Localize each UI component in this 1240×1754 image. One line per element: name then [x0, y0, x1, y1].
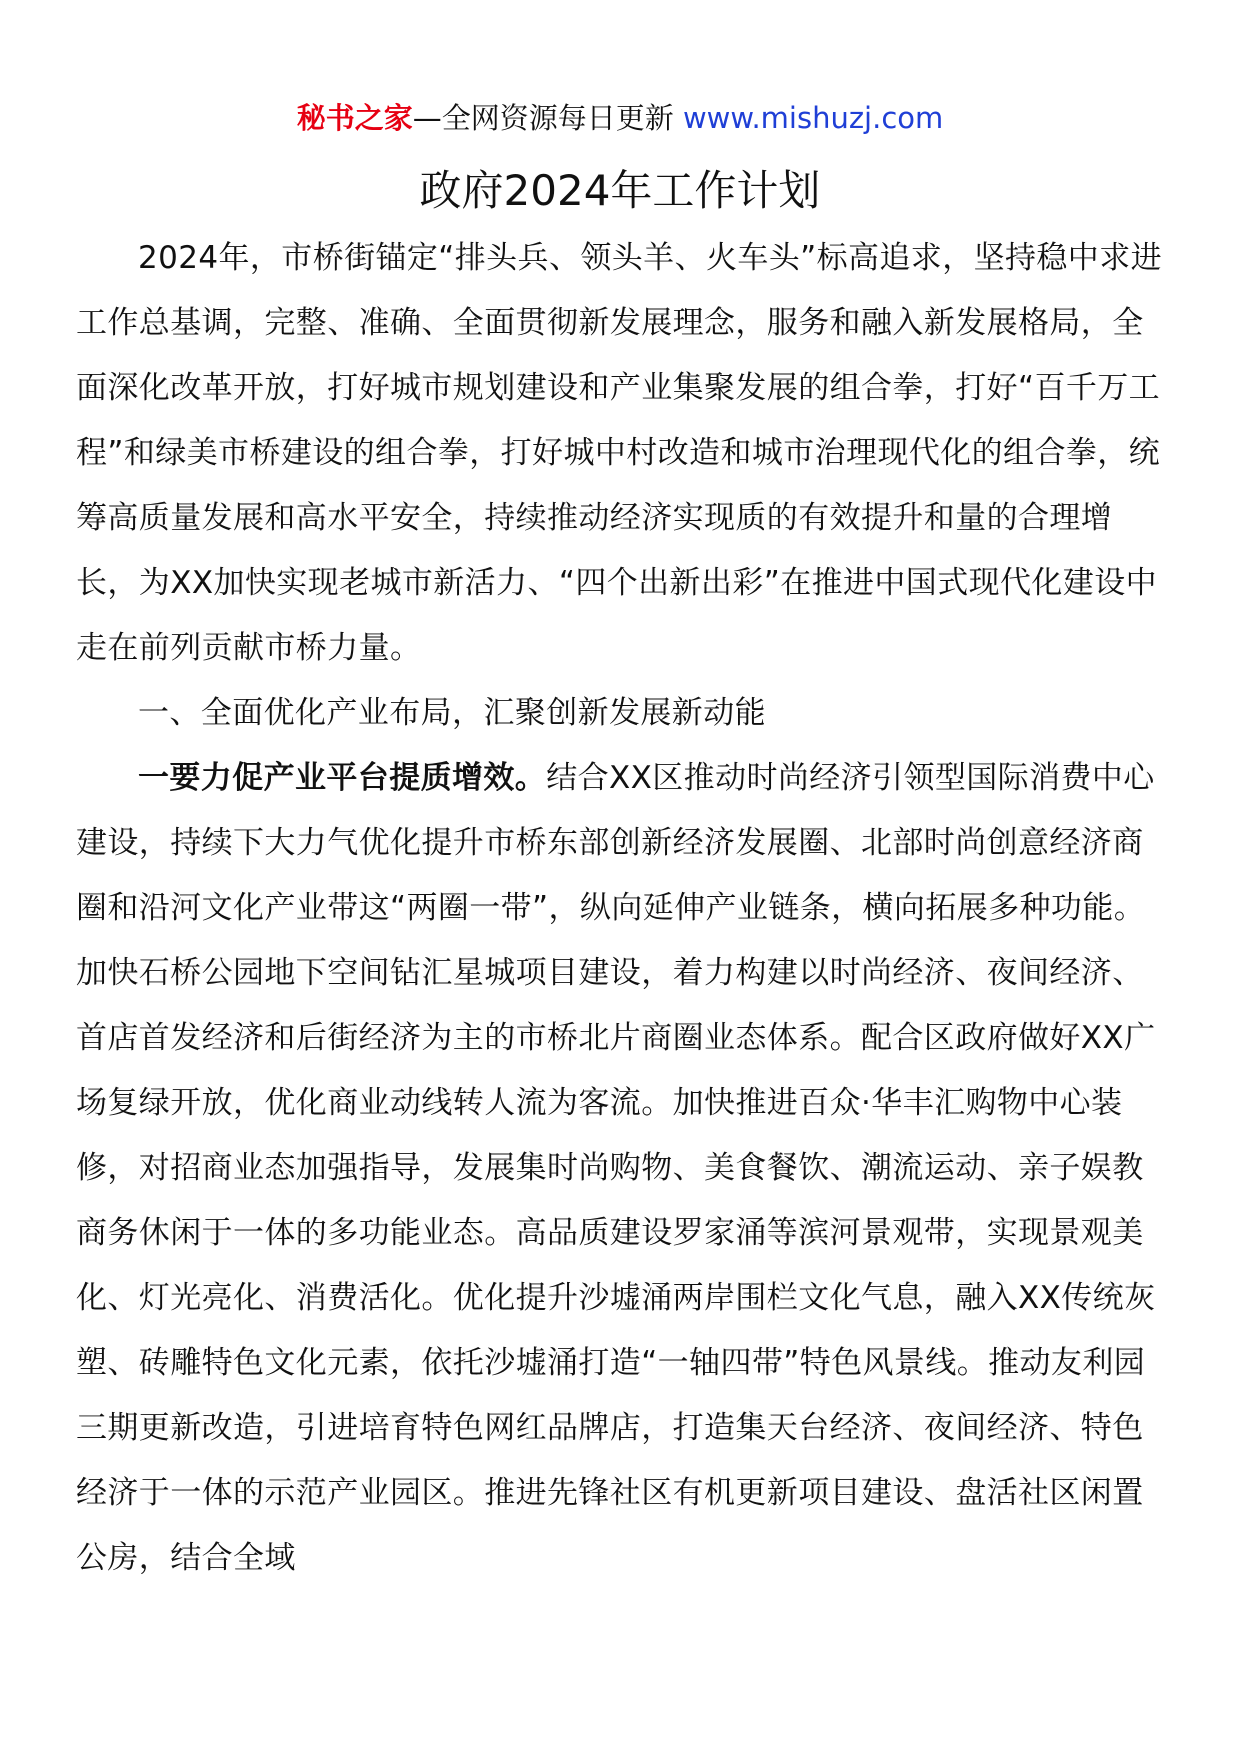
document-body: [76, 226, 1166, 1591]
paragraph-lead: 一要力促产业平台提质增效。: [138, 760, 547, 796]
paragraph-text: 结合XX区推动时尚经济引领型国际消费中心建设，持续下大力气优化提升市桥东部创新经济发展圈、北部时尚创意经济商圈和沿河文化产业带这“两圈一带”，纵向延伸产业链条，横向拓展多种功能。加快石桥公园地下空间钻汇星城项目建设，着力构建以时尚经济、夜间经济、首店首发经济和后街经济为主的市桥北片商圈业态体系。配合区政府做好XX广场复绿开放，优化商业动线转人流为客流。加快推进百众·华丰汇购物中心装修，对招商业态加强指导，发展集时尚购物、美食餐饮、潮流运动、亲子娱教商务休闲于一体的多功能业态。高品质建设罗家涌等滨河景观带，实现景观美化、灯光亮化、消费活化。优化提升沙墟涌两岸围栏文化气息，融入XX传统灰塑、砖雕特色文化元素，依托沙墟涌打造“一轴四带”特色风景线。推动友利园三期更新改造，引进培育特色网红品牌店，打造集天台经济、夜间经济、特色经济于一体的示范产业园区。推进先锋社区有机更新项目建设、盘活社区闲置公房，结合全域: [76, 760, 1156, 1576]
site-brand: 秘书之家: [296, 101, 413, 135]
intro-paragraph: 2024年，市桥街锚定“排头兵、领头羊、火车头”标高追求，坚持稳中求进工作总基调，完整、准确、全面贯彻新发展理念，服务和融入新发展格局，全面深化改革开放，打好城市规划建设和产业集聚发展的组合拳，打好“百千万工程”和绿美市桥建设的组合拳，打好城中村改造和城市治理现代化的组合拳，统筹高质量发展和高水平安全，持续推动经济实现质的有效提升和量的合理增长，为XX加快实现老城市新活力、“四个出新出彩”在推进中国式现代化建设中走在前列贡献市桥力量。: [76, 240, 1163, 666]
site-slogan: —全网资源每日更新: [412, 101, 674, 135]
site-banner: [0, 96, 1240, 140]
document-title: 政府2024年工作计划: [419, 166, 821, 215]
section-heading: 一、全面优化产业布局，汇聚创新发展新动能: [138, 695, 766, 731]
body-paragraph: [76, 746, 1166, 1591]
site-url-link[interactable]: www.mishuzj.com: [682, 101, 944, 135]
